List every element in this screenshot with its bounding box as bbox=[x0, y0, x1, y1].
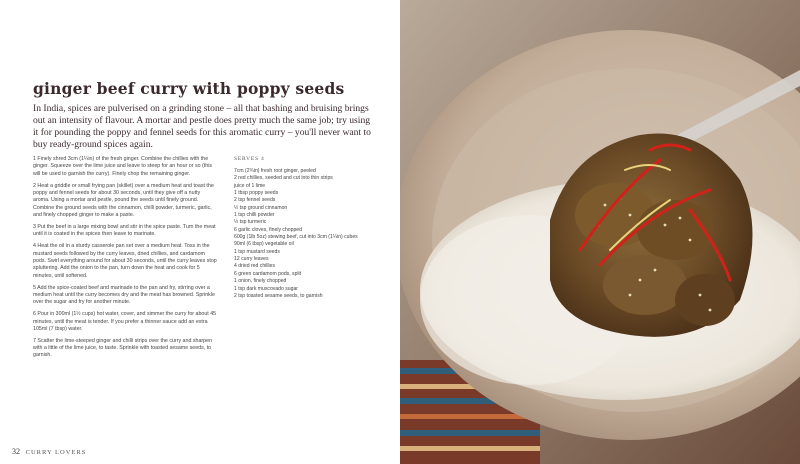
ingredient-item: 90ml (6 tbsp) vegetable oil bbox=[234, 241, 294, 248]
method-step: 7 Scatter the lime-steeped ginger and chilli strips over the curry and sharpen with a little of the lime juice, to taste. Sprinkle with toasted sesame seeds, to garnish. bbox=[33, 337, 213, 359]
ingredient-item: 1 tsp mustard seeds bbox=[234, 248, 280, 255]
ingredient-item: juice of 1 lime bbox=[234, 182, 266, 189]
method-step: 6 Pour in 300ml (1½ cups) hot water, cover, and simmer the curry for about 45 minutes, until the meat is tender. If you prefer a thinner sauce add an extra 105ml (7 tbsp) water. bbox=[33, 311, 217, 332]
method-step: 5 Add the spice-coated beef and marinade to the pan and fry, stirring over a medium heat until the curry becomes dry and the meat has browned. Sprinkle over the sugar and fry for another minute. bbox=[33, 284, 215, 306]
food-photo bbox=[400, 0, 800, 464]
ingredient-item: 1 tsp dark muscovado sugar bbox=[234, 285, 298, 292]
method-step: 1 Finely shred 3cm (1¼in) of the fresh ginger. Combine the chillies with the ginger. Squeeze over the lime juice and leave to steep for an hour or so (this will be used to garnish the curry). Finely chop the remaining ginger. bbox=[33, 156, 213, 177]
ingredients-list bbox=[234, 168, 384, 300]
method-step: 3 Put the beef in a large mixing bowl and stir in the spice paste. Turn the meat until it is coated in the spices then leave to marinate. bbox=[33, 223, 216, 238]
ingredient-item: 2 tsp fennel seeds bbox=[234, 197, 276, 204]
ingredient-item: 12 curry leaves bbox=[234, 256, 269, 263]
ingredient-item: 6 garlic cloves, finely chopped bbox=[234, 226, 302, 233]
recipe-title: ginger beef curry with poppy seeds bbox=[33, 79, 345, 98]
ingredient-item: 4 dried red chillies bbox=[234, 263, 276, 270]
method-step: 2 Heat a griddle or small frying pan (skillet) over a medium heat and toast the poppy and fennel seeds for about 30 seconds, until they give off a nutty aroma. Using a mortar and pestle, pound the seeds until finely ground. Combine the ground seeds with the cinnamon, chilli powder, turmeric, garlic, and finely chopped ginger to make a paste. bbox=[33, 182, 214, 218]
ingredient-item: 1 tbsp poppy seeds bbox=[234, 190, 279, 197]
serves-label: SERVES 4 bbox=[234, 156, 265, 162]
ingredient-item: ½ tsp ground cinnamon bbox=[234, 204, 288, 211]
page-footer bbox=[12, 447, 86, 456]
ingredient-item: 6 green cardamom pods, split bbox=[234, 270, 302, 277]
curry-photo-illustration bbox=[400, 0, 800, 464]
ingredient-item: 7cm (2¾in) fresh root ginger, peeled bbox=[234, 168, 316, 174]
ingredient-item: 2 tsp toasted sesame seeds, to garnish bbox=[234, 292, 323, 299]
ingredient-item: 2 red chillies, seeded and cut into thin strips bbox=[234, 175, 333, 182]
ingredient-item: ½ tsp turmeric bbox=[234, 219, 267, 226]
recipe-intro: In India, spices are pulverised on a grinding stone – all that bashing and bruising brings out an intensity of flavour. A mortar and pestle does pretty much the same job; try using it for pounding the poppy and fennel seeds for this aromatic curry – you'll never want to buy ready-ground spices again. bbox=[33, 103, 371, 150]
method-steps bbox=[33, 156, 218, 364]
page-number: 32 bbox=[12, 447, 20, 456]
method-step: 4 Heat the oil in a sturdy casserole pan set over a medium heat. Toss in the mustard seeds followed by the curry leaves, dried chillies, and cardamom pods. Swirl everything around for about 30 seconds, until the curry leaves stop spluttering. Add the onion to the pan, turn down the heat and cook for 5 minutes, until softened. bbox=[33, 243, 217, 279]
ingredient-item: 1 tsp chilli powder bbox=[234, 212, 275, 219]
section-name: CURRY LOVERS bbox=[25, 449, 87, 456]
ingredient-item: 600g (1lb 5oz) stewing beef, cut into 3cm (1¼in) cubes bbox=[234, 234, 358, 241]
ingredient-item: 1 onion, finely chopped bbox=[234, 278, 287, 285]
